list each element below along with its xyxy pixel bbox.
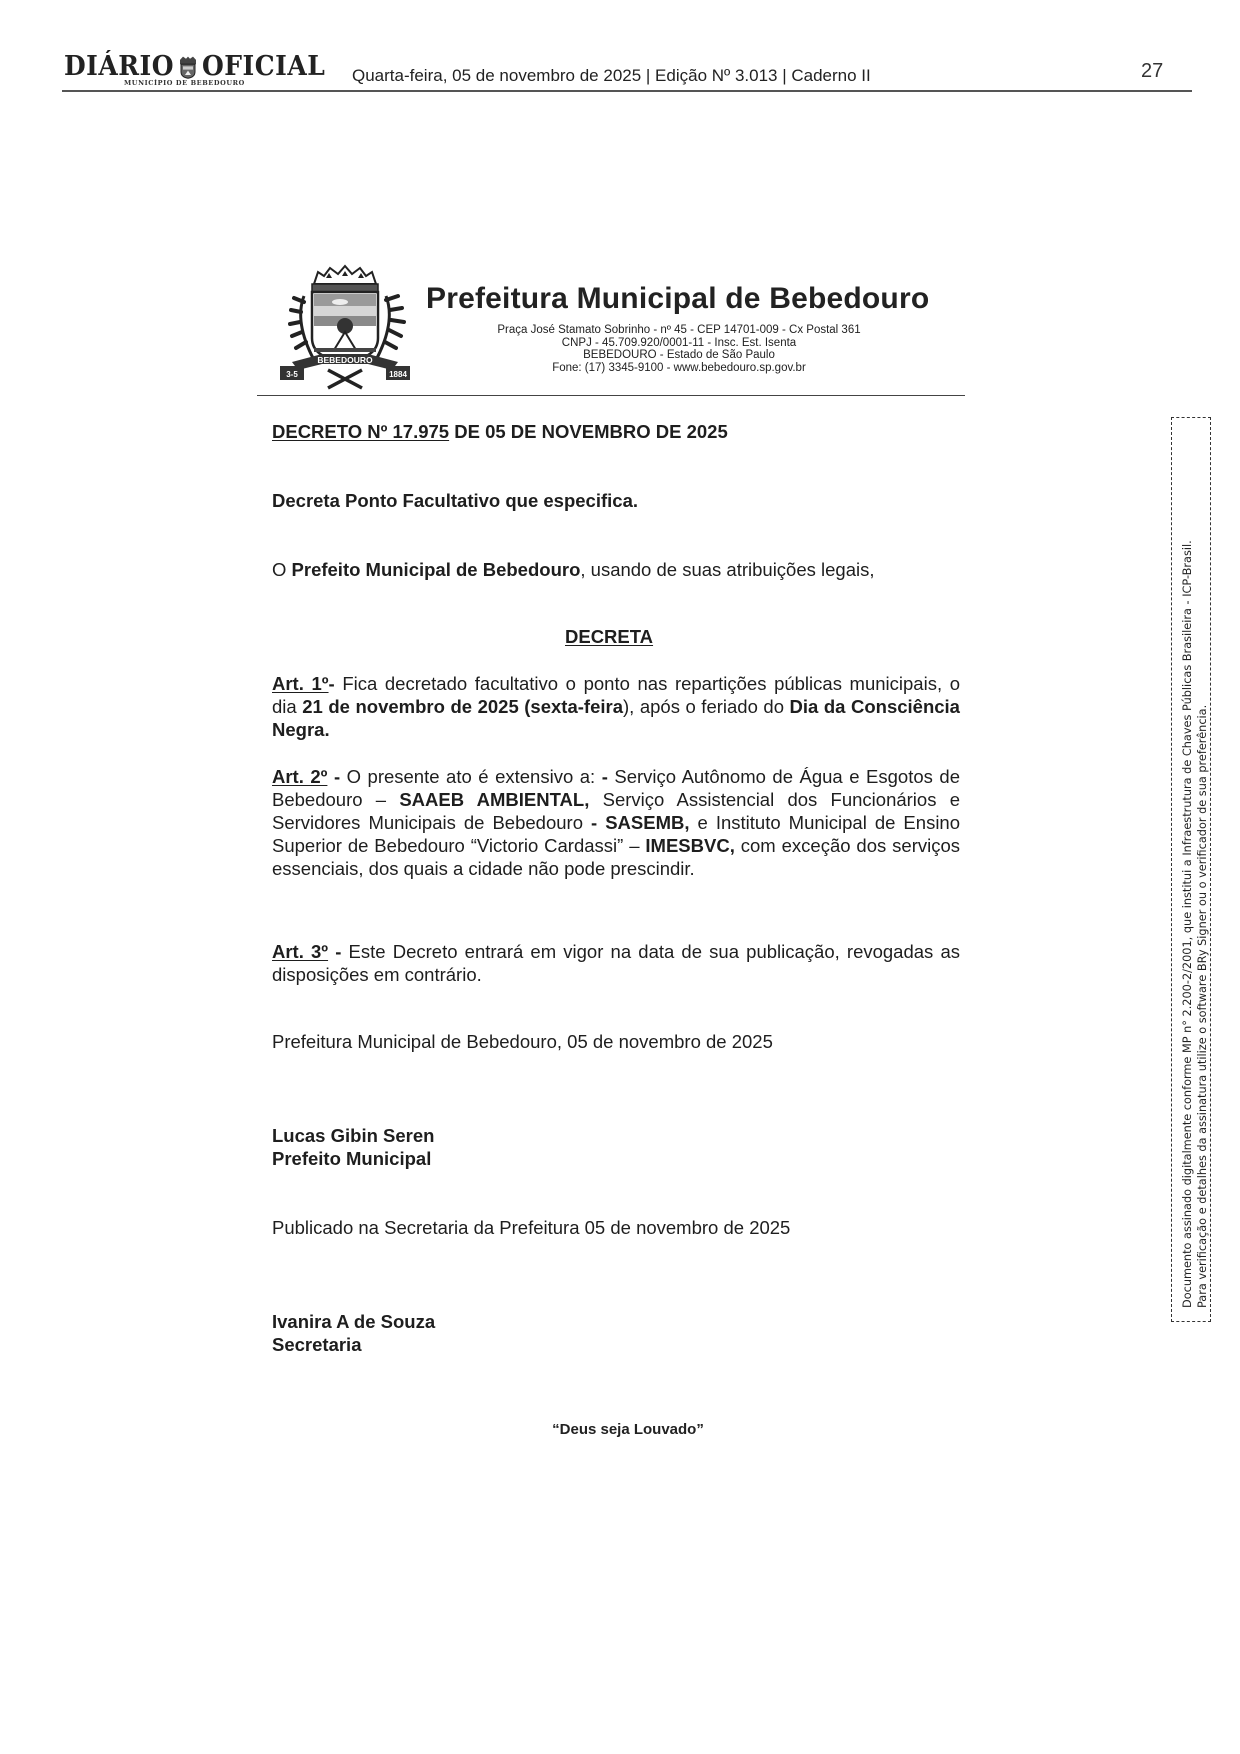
- article-text: O presente ato é extensivo a:: [346, 766, 602, 787]
- article-separator: -: [328, 673, 343, 694]
- letterhead-divider: [257, 395, 965, 396]
- signatory-role: Secretaria: [272, 1334, 362, 1355]
- article-emphasis: SAAEB AMBIENTAL,: [399, 789, 590, 810]
- article-text: ), após o feriado do: [622, 696, 790, 717]
- coat-of-arms-date-left: 3-5: [286, 370, 298, 379]
- article-text: e Instituto Municipal de Ensino Superior de Bebedouro “Victorio Cardassi” –: [272, 812, 961, 856]
- preamble-authority: Prefeito Municipal de Bebedouro: [291, 559, 581, 580]
- signature-mayor: [272, 1124, 960, 1170]
- article-text: Fica decretado facultativo o ponto nas repartições públicas municipais, o dia: [272, 673, 960, 717]
- signatory-name: Ivanira A de Souza: [272, 1311, 436, 1332]
- article-text: Este Decreto entrará em vigor na data de sua publicação, revogadas as disposições em contrário.: [272, 941, 960, 985]
- article-text: Serviço Autônomo de Água e Esgotos de Bebedouro –: [272, 766, 960, 810]
- letterhead-title: Prefeitura Municipal de Bebedouro: [426, 282, 930, 315]
- article-1: [272, 672, 960, 741]
- coat-of-arms-icon: [274, 262, 416, 390]
- signature-notice-line-1: Documento assinado digitalmente conforme MP n° 2.200-2/2001, que institui a Infraestrutura de Chaves Públicas Brasileira - ICP-Brasil.: [1181, 540, 1194, 1308]
- letterhead-address: [464, 324, 894, 374]
- letterhead-line-contact: Fone: (17) 3345-9100 - www.bebedouro.sp.gov.br: [552, 361, 806, 374]
- signatory-name: Lucas Gibin Seren: [272, 1125, 435, 1146]
- letterhead-line-city: BEBEDOURO - Estado de São Paulo: [583, 349, 775, 361]
- decree-title: [272, 421, 728, 443]
- preamble-prefix: O: [272, 559, 292, 580]
- signature-notice-line-2: Para verificação e detalhes da assinatura utilize o software BRy Signer ou o verificador de sua preferência.: [1196, 704, 1209, 1308]
- masthead-title: [64, 48, 325, 81]
- signatory-role: Prefeito Municipal: [272, 1148, 432, 1169]
- article-emphasis: -: [601, 766, 615, 787]
- masthead-logo: [64, 48, 326, 90]
- motto: [0, 1421, 1240, 1438]
- letterhead-line-address: Praça José Stamato Sobrinho - nº 45 - CEP 14701-009 - Cx Postal 361: [497, 324, 861, 336]
- article-2: [272, 765, 960, 880]
- motto-text: “Deus seja Louvado”: [552, 1421, 704, 1438]
- letterhead-line-cnpj: CNPJ - 45.709.920/0001-11 - Insc. Est. Isenta: [561, 336, 797, 349]
- page-number: 27: [1141, 60, 1164, 82]
- article-label: Art. 3º: [272, 941, 329, 962]
- letterhead: [274, 262, 974, 392]
- masthead-title-left: DIÁRIO: [64, 50, 175, 82]
- article-emphasis: IMESBVC,: [645, 835, 735, 856]
- emblem-icon: [178, 54, 198, 78]
- article-label: Art. 2º: [272, 766, 328, 787]
- article-emphasis: 21 de novembro de 2025 (sexta-feira: [302, 696, 623, 717]
- article-text: Serviço Assistencial dos Funcionários e Servidores Municipais de Bebedouro: [272, 789, 960, 833]
- article-emphasis: Dia da Consciência Negra.: [272, 696, 960, 740]
- masthead-subtitle: MUNICÍPIO DE BEBEDOURO: [124, 79, 245, 87]
- edition-info: Quarta-feira, 05 de novembro de 2025 | Edição Nº 3.013 | Caderno II: [352, 66, 871, 85]
- coat-of-arms-date-right: 1884: [389, 370, 407, 379]
- header-divider: [62, 90, 1192, 92]
- publication-note: Publicado na Secretaria da Prefeitura 05 de novembro de 2025: [272, 1217, 791, 1238]
- decree-date: DE 05 DE NOVEMBRO DE 2025: [449, 421, 728, 442]
- masthead-title-right: OFICIAL: [202, 50, 326, 82]
- article-separator: -: [327, 766, 347, 787]
- decree-summary: Decreta Ponto Facultativo que especifica.: [272, 490, 638, 511]
- signature-secretary: [272, 1310, 960, 1356]
- article-emphasis: - SASEMB,: [591, 812, 690, 833]
- decreta-heading: DECRETA: [565, 626, 654, 647]
- article-label: Art. 1º: [272, 673, 329, 694]
- decree-preamble: [272, 558, 960, 581]
- place-and-date: Prefeitura Municipal de Bebedouro, 05 de novembro de 2025: [272, 1031, 773, 1052]
- preamble-rest: , usando de suas atribuições legais,: [580, 559, 875, 580]
- article-3: [272, 940, 960, 986]
- decree-number: DECRETO Nº 17.975: [272, 421, 450, 442]
- digital-signature-notice: [1174, 416, 1210, 1316]
- article-separator: -: [328, 941, 349, 962]
- article-text: com exceção dos serviços essenciais, dos quais a cidade não pode prescindir.: [272, 835, 961, 879]
- coat-of-arms-banner: BEBEDOURO: [317, 355, 373, 365]
